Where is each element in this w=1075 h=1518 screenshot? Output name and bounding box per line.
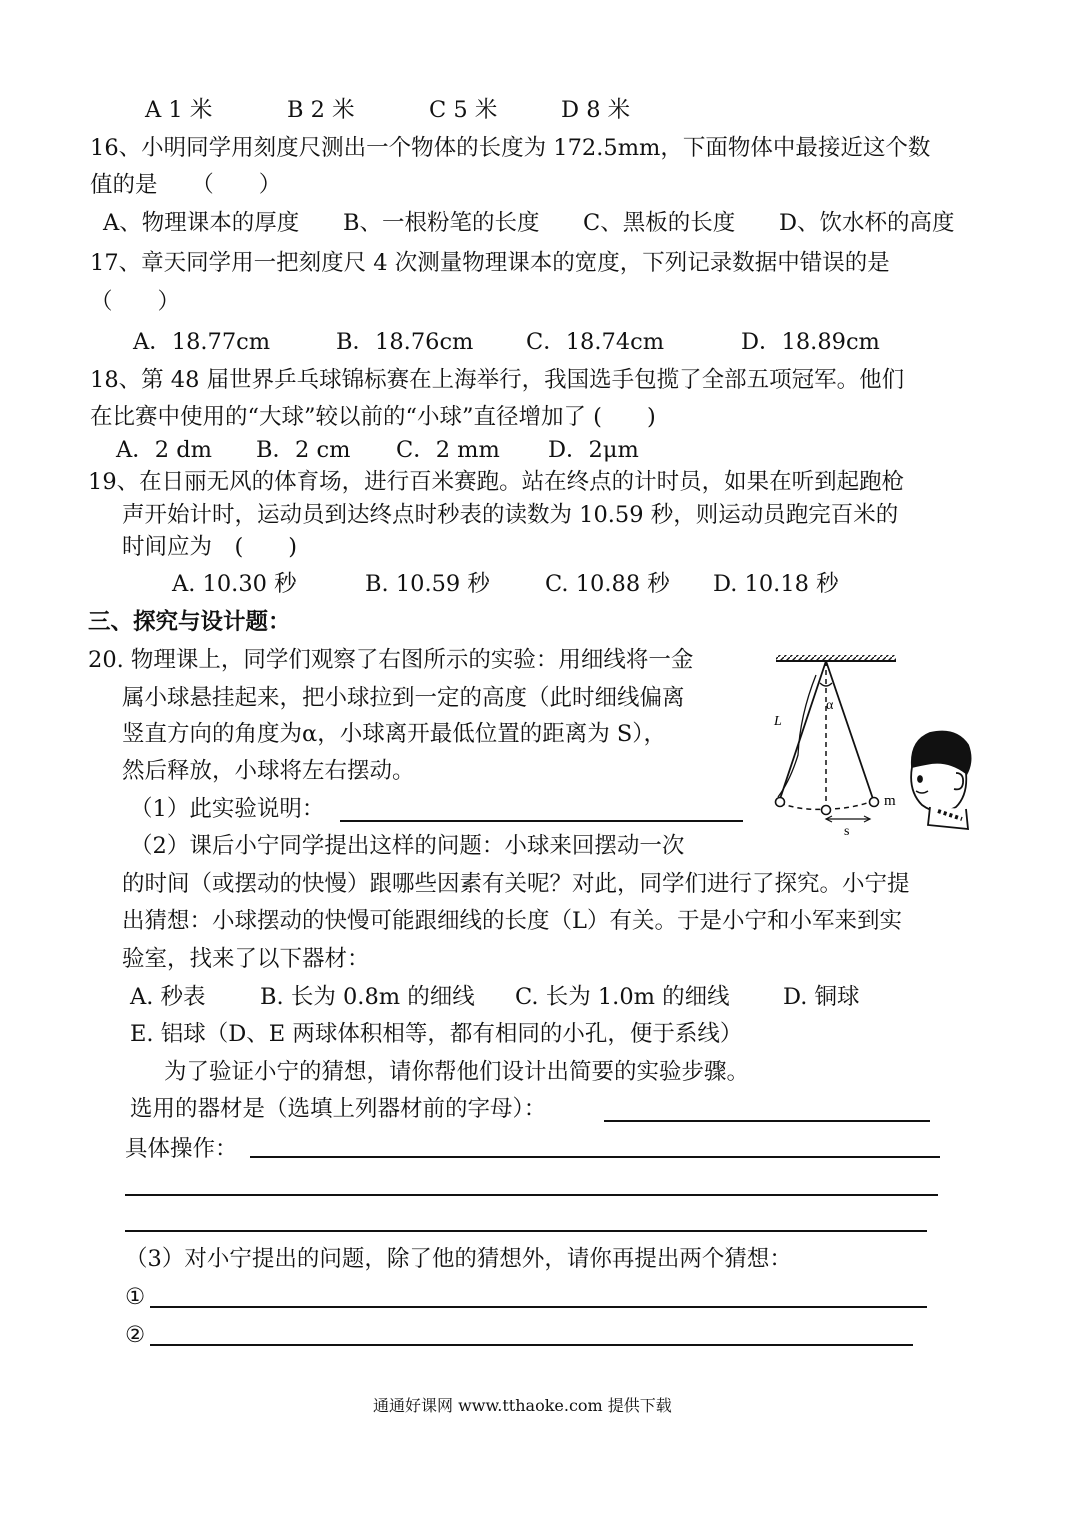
guess-2-answer-blank[interactable] bbox=[150, 1344, 913, 1346]
q17-option-d: D．18.89cm bbox=[741, 329, 880, 355]
q20-part2-line3: 出猜想：小球摆动的快慢可能跟细线的长度（L）有关。于是小宁和小军来到实 bbox=[122, 908, 902, 934]
q18-option-b: B．2 cm bbox=[256, 437, 351, 463]
q20-intro-line3: 竖直方向的角度为α，小球离开最低位置的距离为 S）， bbox=[122, 721, 667, 747]
material-d: D. 铜球 bbox=[783, 984, 860, 1010]
q15-options bbox=[145, 95, 630, 125]
q16-option-b: B、一根粉笔的长度 bbox=[343, 210, 540, 236]
q20-materials bbox=[130, 982, 860, 1012]
q19-option-d: D. 10.18 秒 bbox=[713, 571, 839, 597]
q19-stem-line1: 19、在日丽无风的体育场，进行百米赛跑。站在终点的计时员，如果在听到起跑枪 bbox=[88, 469, 905, 495]
guess-1-answer-blank[interactable] bbox=[150, 1306, 927, 1308]
q20-part2-line1: （2）课后小宁同学提出这样的问题：小球来回摆动一次 bbox=[130, 833, 685, 859]
pendulum-strings bbox=[778, 661, 873, 822]
q20-intro-line1: 20. 物理课上，同学们观察了右图所示的实验：用细线将一金 bbox=[88, 647, 694, 673]
material-b: B. 长为 0.8m 的细线 bbox=[260, 984, 475, 1010]
q15-option-c: C 5 米 bbox=[429, 97, 498, 123]
q20-operation-answer-blank-2[interactable] bbox=[125, 1194, 938, 1196]
q16-option-c: C、黑板的长度 bbox=[583, 210, 736, 236]
q19-option-b: B. 10.59 秒 bbox=[365, 571, 490, 597]
q18-option-c: C．2 mm bbox=[396, 437, 500, 463]
q19-option-c: C. 10.88 秒 bbox=[545, 571, 670, 597]
q16-stem-line1: 16、小明同学用刻度尺测出一个物体的长度为 172.5mm，下面物体中最接近这个数 bbox=[90, 135, 931, 161]
q15-option-b: B 2 米 bbox=[287, 97, 355, 123]
q18-stem-line2: 在比赛中使用的“大球”较以前的“小球”直径增加了 ( ) bbox=[90, 404, 656, 430]
q17-option-c: C．18.74cm bbox=[526, 329, 665, 355]
q17-option-a: A．18.77cm bbox=[133, 329, 271, 355]
q16-stem-line2: 值的是 （ ） bbox=[90, 172, 282, 198]
boy-cartoon-illustration bbox=[911, 732, 970, 830]
q20-part3-line: （3）对小宁提出的问题，除了他的猜想外，请你再提出两个猜想： bbox=[125, 1246, 792, 1272]
material-e: E. 铝球（D、E 两球体积相等，都有相同的小孔，便于系线） bbox=[130, 1021, 743, 1047]
q19-option-a: A. 10.30 秒 bbox=[172, 571, 297, 597]
q17-options bbox=[133, 327, 880, 357]
q20-operation-answer-blank-1[interactable] bbox=[250, 1156, 940, 1158]
q20-select-label: 选用的器材是（选填上列器材前的字母）： bbox=[130, 1096, 547, 1122]
q18-option-a: A．2 dm bbox=[116, 437, 212, 463]
label-length-l: L bbox=[774, 714, 782, 729]
q20-intro-line2: 属小球悬挂起来，把小球拉到一定的高度（此时细线偏离 bbox=[122, 685, 685, 711]
q17-stem-line1: 17、章天同学用一把刻度尺 4 次测量物理课本的宽度，下列记录数据中错误的是 bbox=[90, 250, 890, 276]
q15-option-a: A 1 米 bbox=[145, 97, 213, 123]
section-3-title: 三、探究与设计题： bbox=[88, 609, 291, 635]
label-mass-m: m bbox=[884, 793, 896, 809]
q20-part1-label: （1）此实验说明： bbox=[130, 796, 325, 822]
q20-operation-label: 具体操作： bbox=[125, 1136, 238, 1162]
ceiling-support bbox=[776, 655, 896, 661]
q18-option-d: D．2μm bbox=[548, 437, 639, 463]
q20-intro-line4: 然后释放，小球将左右摆动。 bbox=[122, 758, 415, 784]
q17-option-b: B．18.76cm bbox=[336, 329, 474, 355]
q20-part1-answer-blank[interactable] bbox=[340, 820, 743, 822]
q20-part2-line2: 的时间（或摆动的快慢）跟哪些因素有关呢？对此，同学们进行了探究。小宁提 bbox=[122, 871, 910, 897]
guess-1-marker: ① bbox=[125, 1284, 146, 1310]
material-c: C. 长为 1.0m 的细线 bbox=[515, 984, 730, 1010]
label-angle-alpha: α bbox=[826, 698, 834, 713]
q20-operation-answer-blank-3[interactable] bbox=[125, 1230, 927, 1232]
q15-option-d: D 8 米 bbox=[561, 97, 631, 123]
q18-stem-line1: 18、第 48 届世界乒乓球锦标赛在上海举行，我国选手包揽了全部五项冠军。他们 bbox=[90, 367, 905, 393]
q20-select-answer-blank[interactable] bbox=[604, 1120, 930, 1122]
footer-credit: 通通好课网 www.tthaoke.com 提供下载 bbox=[373, 1396, 672, 1415]
q17-stem-line2: （ ） bbox=[90, 289, 181, 315]
q20-verify-instruction: 为了验证小宁的猜想，请你帮他们设计出简要的实验步骤。 bbox=[164, 1059, 750, 1085]
q19-stem-line2: 声开始计时，运动员到达终点时秒表的读数为 10.59 秒，则运动员跑完百米的 bbox=[122, 502, 899, 528]
q16-options bbox=[103, 208, 955, 238]
q19-stem-line3: 时间应为 ( ) bbox=[122, 534, 298, 560]
q18-options bbox=[116, 435, 639, 465]
guess-2-marker: ② bbox=[125, 1322, 146, 1348]
q16-option-d: D、饮水杯的高度 bbox=[779, 210, 955, 236]
q20-part2-line4: 验室，找来了以下器材： bbox=[122, 946, 370, 972]
q16-option-a: A、物理课本的厚度 bbox=[103, 210, 300, 236]
label-distance-s: s bbox=[844, 824, 850, 839]
pendulum-figure bbox=[760, 645, 990, 845]
material-a: A. 秒表 bbox=[130, 984, 206, 1010]
q19-options bbox=[172, 569, 839, 599]
